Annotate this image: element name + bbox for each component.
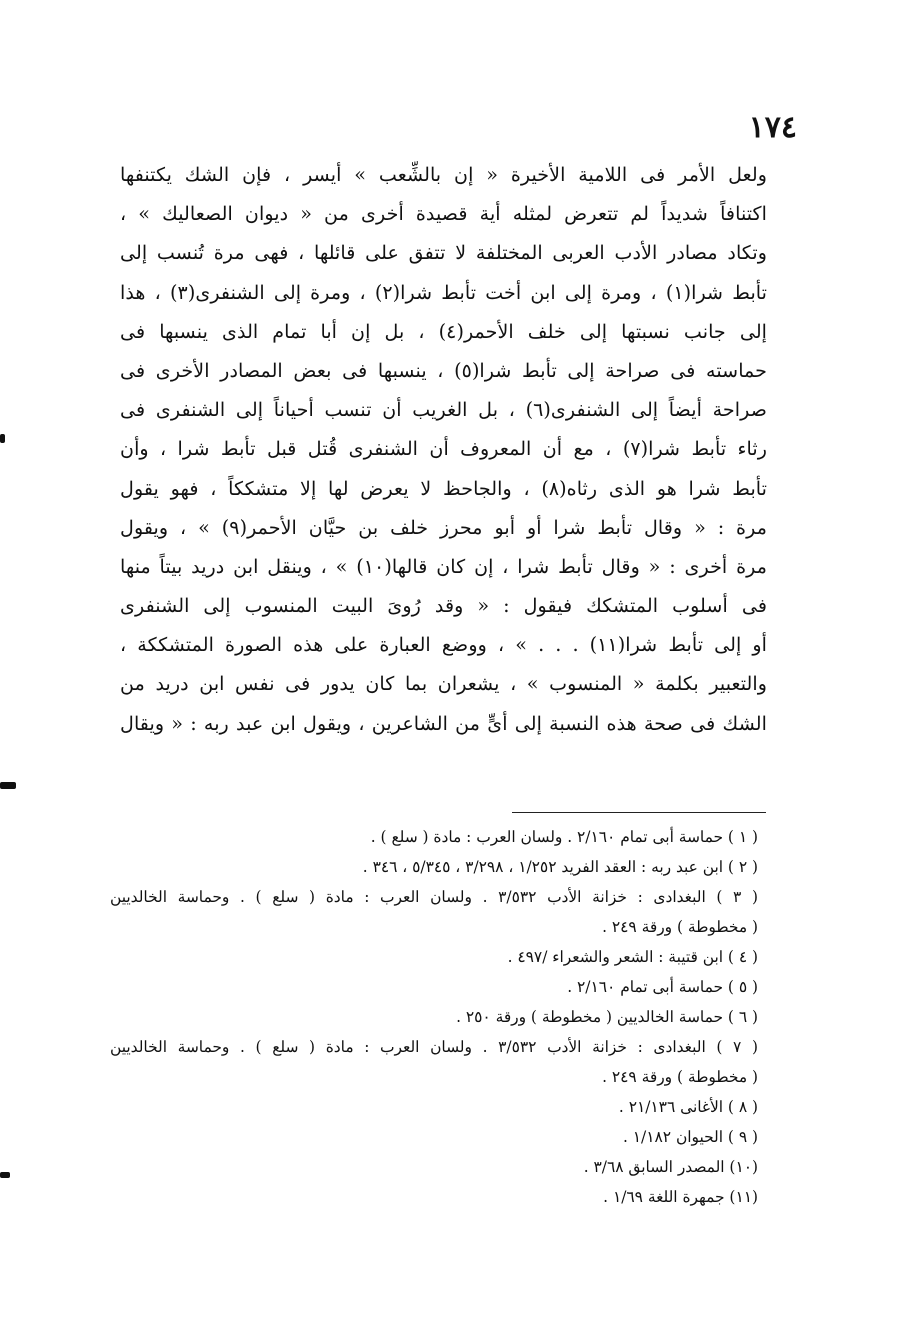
text-line: أو إلى تأبط شرا(١١) . . . » ، ووضع العبارة على هذه الصورة المتشككة ،: [120, 633, 767, 657]
footnote: ( ٩ ) الحيوان ١/١٨٢ .: [622, 1128, 758, 1146]
text-line: مرة : « وقال تأبط شرا أو أبو محرز خلف بن حيَّان الأحمر(٩) » ، ويقول: [120, 515, 767, 539]
footnote: ( ٢ ) ابن عبد ربه : العقد الفريد ١/٢٥٢ ، ٣/٢٩٨ ، ٥/٣٤٥ ، ٣٤٦ .: [362, 858, 758, 876]
footnote: ( ١ ) حماسة أبى تمام ٢/١٦٠ . ولسان العرب : مادة ( سلع ) .: [370, 828, 758, 846]
text-line: إلى جانب نسبتها إلى خلف الأحمر(٤) ، بل إن أبا تمام الذى ينسبها فى: [120, 319, 767, 343]
text-line: مرة أخرى : « وقال تأبط شرا ، إن كان قالها(١٠) » ، وينقل ابن دريد بيتاً منها: [120, 554, 767, 578]
text-line: اكتنافاً شديداً لم تتعرض لمثله أية قصيدة أخرى من « ديوان الصعاليك » ،: [120, 202, 767, 226]
footnote-separator: [512, 812, 766, 813]
text-line: والتعبير بكلمة « المنسوب » ، يشعران بما كان يدور فى نفس ابن دريد من: [120, 672, 767, 696]
footnote: ( ٦ ) حماسة الخالديين ( مخطوطة ) ورقة ٢٥٠ .: [456, 1008, 758, 1026]
footnote: ( ٧ ) البغدادى : خزانة الأدب ٣/٥٣٢ . ولسان العرب : مادة ( سلع ) . وحماسة الخالديين: [110, 1038, 758, 1056]
scan-edge-mark: [0, 434, 5, 443]
main-text: [120, 155, 767, 795]
footnote: (١٠) المصدر السابق ٣/٦٨ .: [583, 1158, 758, 1176]
footnote-continuation: ( مخطوطة ) ورقة ٢٤٩ .: [602, 1068, 758, 1086]
scan-edge-mark: [0, 782, 16, 789]
scan-edge-mark: [0, 1172, 10, 1178]
footnote: (١١) جمهرة اللغة ١/٦٩ .: [603, 1188, 758, 1206]
footnote: ( ٣ ) البغدادى : خزانة الأدب ٣/٥٣٢ . ولسان العرب : مادة ( سلع ) . وحماسة الخالديين: [110, 888, 758, 906]
text-line: فى أسلوب المتشكك فيقول : « وقد رُوىَ البيت المنسوب إلى الشنفرى: [120, 594, 767, 618]
text-line: تأبط شرا(١) ، ومرة إلى ابن أخت تأبط شرا(٢) ، ومرة إلى الشنفرى(٣) ، هذا: [120, 280, 767, 304]
text-line: رثاء تأبط شرا(٧) ، مع أن المعروف أن الشنفرى قُتل قبل تأبط شرا ، وأن: [120, 437, 767, 461]
text-line: تأبط شرا هو الذى رثاه(٨) ، والجاحظ لا يعرض لها إلا متشككاً ، فهو يقول: [120, 476, 767, 500]
text-line: ولعل الأمر فى اللامية الأخيرة « إن بالشِّعب » أيسر ، فإن الشك يكتنفها: [120, 163, 767, 186]
page-number: ١٧٤: [748, 110, 797, 145]
text-line: حماسته فى صراحة إلى تأبط شرا(٥) ، ينسبها فى بعض المصادر الأخرى فى: [120, 358, 767, 382]
footnote-continuation: ( مخطوطة ) ورقة ٢٤٩ .: [602, 918, 758, 936]
text-line: الشك فى صحة هذه النسبة إلى أىٍّ من الشاعرين ، ويقول ابن عبد ربه : « ويقال: [120, 711, 767, 735]
footnote: ( ٥ ) حماسة أبى تمام ٢/١٦٠ .: [567, 978, 758, 996]
text-line: صراحة أيضاً إلى الشنفرى(٦) ، بل الغريب أن تنسب أحياناً إلى الشنفرى فى: [120, 398, 767, 422]
footnote: ( ٨ ) الأغانى ٢١/١٣٦ .: [618, 1098, 758, 1116]
footnote: ( ٤ ) ابن قتيبة : الشعر والشعراء /٤٩٧ .: [507, 948, 758, 966]
footnotes: [110, 822, 758, 1212]
text-line: وتكاد مصادر الأدب العربى المختلفة لا تتفق على قائلها ، فهى مرة تُنسب إلى: [120, 241, 767, 265]
